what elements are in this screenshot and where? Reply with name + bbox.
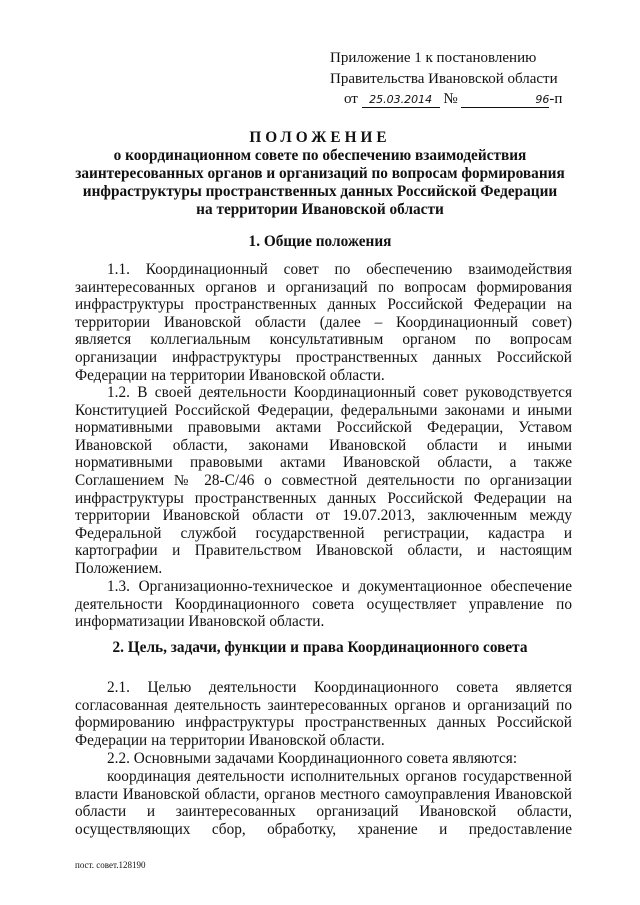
text-line: Федеральной службой государственной регистрации, кадастра и bbox=[75, 524, 572, 542]
text-line: Ивановской области, законами Ивановской области и иными bbox=[75, 436, 572, 454]
appendix-line-2: Правительства Ивановской области bbox=[330, 71, 558, 87]
text-line: координация деятельности исполнительных органов государственной bbox=[107, 768, 572, 785]
text-line: Положением. bbox=[75, 559, 163, 577]
handwritten-number: 96 bbox=[461, 93, 549, 108]
text-line: является коллегиальным консультативным органом по вопросам bbox=[75, 331, 572, 349]
title-line: заинтересованных органов и организаций по вопросам формирования bbox=[75, 165, 565, 182]
text-line: 2.1. Целью деятельности Координационного совета является bbox=[107, 679, 572, 696]
text-line: Соглашением № 28-С/46 о совместной деятельности по организации bbox=[75, 471, 572, 489]
appendix-date-line bbox=[344, 91, 594, 108]
text-line: 1.1. Координационный совет по обеспечению взаимодействия bbox=[107, 261, 572, 278]
section-2-heading: 2. Цель, задачи, функции и права Координационного совета bbox=[112, 639, 528, 656]
text-line: инфраструктуры пространственных данных Российской Федерации на bbox=[75, 296, 572, 314]
text-line: Конституцией Российской Федерации, федеральными законами и иными bbox=[75, 401, 572, 419]
text-line: картографии и Правительством Ивановской области, и настоящим bbox=[75, 542, 572, 560]
title-line: о координационном совете по обеспечению взаимодействия bbox=[113, 147, 527, 164]
text-line: 2.2. Основными задачами Координационного совета являются: bbox=[107, 750, 518, 767]
paragraph-1-1 bbox=[75, 261, 572, 384]
paragraph-2-1 bbox=[75, 679, 572, 749]
section-1-heading: 1. Общие положения bbox=[248, 233, 392, 250]
text-line: области и заинтересованных организаций Ивановской области, bbox=[75, 803, 572, 821]
text-line: власти Ивановской области, органов местного самоуправления Ивановской bbox=[75, 785, 572, 803]
document-title: ПОЛОЖЕНИЕ bbox=[249, 129, 391, 146]
text-line: нормативными правовыми актами Российской Федерации, Уставом bbox=[75, 419, 572, 437]
footer-code: пост. совет.128190 bbox=[75, 860, 146, 870]
appendix-line-1: Приложение 1 к постановлению bbox=[330, 50, 537, 66]
text-line: согласованная деятельность заинтересованных органов и организаций по bbox=[75, 696, 572, 714]
text-line: деятельности Координационного совета осуществляет управление по bbox=[75, 595, 572, 613]
number-label: № bbox=[443, 91, 458, 107]
title-line: на территории Ивановской области bbox=[196, 201, 444, 218]
text-line: организации инфраструктуры пространственных данных Российской bbox=[75, 348, 572, 366]
paragraph-2-2-item bbox=[75, 768, 572, 838]
handwritten-date: 25.03.2014 bbox=[362, 93, 440, 108]
text-line: Федерации на территории Ивановской области. bbox=[75, 731, 385, 749]
from-label: от bbox=[344, 91, 358, 107]
paragraph-1-2 bbox=[75, 384, 572, 578]
text-line: 1.3. Организационно-техническое и документационное обеспечение bbox=[107, 578, 572, 595]
title-line: инфраструктуры пространственных данных Российской Федерации bbox=[82, 183, 558, 200]
text-line: Федерации на территории Ивановской области. bbox=[75, 366, 385, 384]
text-line: 1.2. В своей деятельности Координационный совет руководствуется bbox=[107, 384, 572, 401]
text-line: нормативными правовыми актами Ивановской области, а также bbox=[75, 454, 572, 472]
text-line: территории Ивановской области от 19.07.2013, заключенным между bbox=[75, 507, 572, 525]
paragraph-1-3 bbox=[75, 578, 572, 631]
text-line: осуществляющих сбор, обработку, хранение и предоставление bbox=[75, 820, 572, 838]
text-line: заинтересованных органов и организаций по вопросам формирования bbox=[75, 278, 572, 296]
text-line: информатизации Ивановской области. bbox=[75, 613, 325, 631]
number-suffix: -п bbox=[549, 91, 563, 107]
text-line: формированию инфраструктуры пространственных данных Российской bbox=[75, 714, 572, 732]
text-line: инфраструктуры пространственных данных Российской Федерации на bbox=[75, 489, 572, 507]
text-line: территории Ивановской области (далее – Координационный совет) bbox=[75, 313, 572, 331]
paragraph-2-2 bbox=[75, 750, 572, 768]
